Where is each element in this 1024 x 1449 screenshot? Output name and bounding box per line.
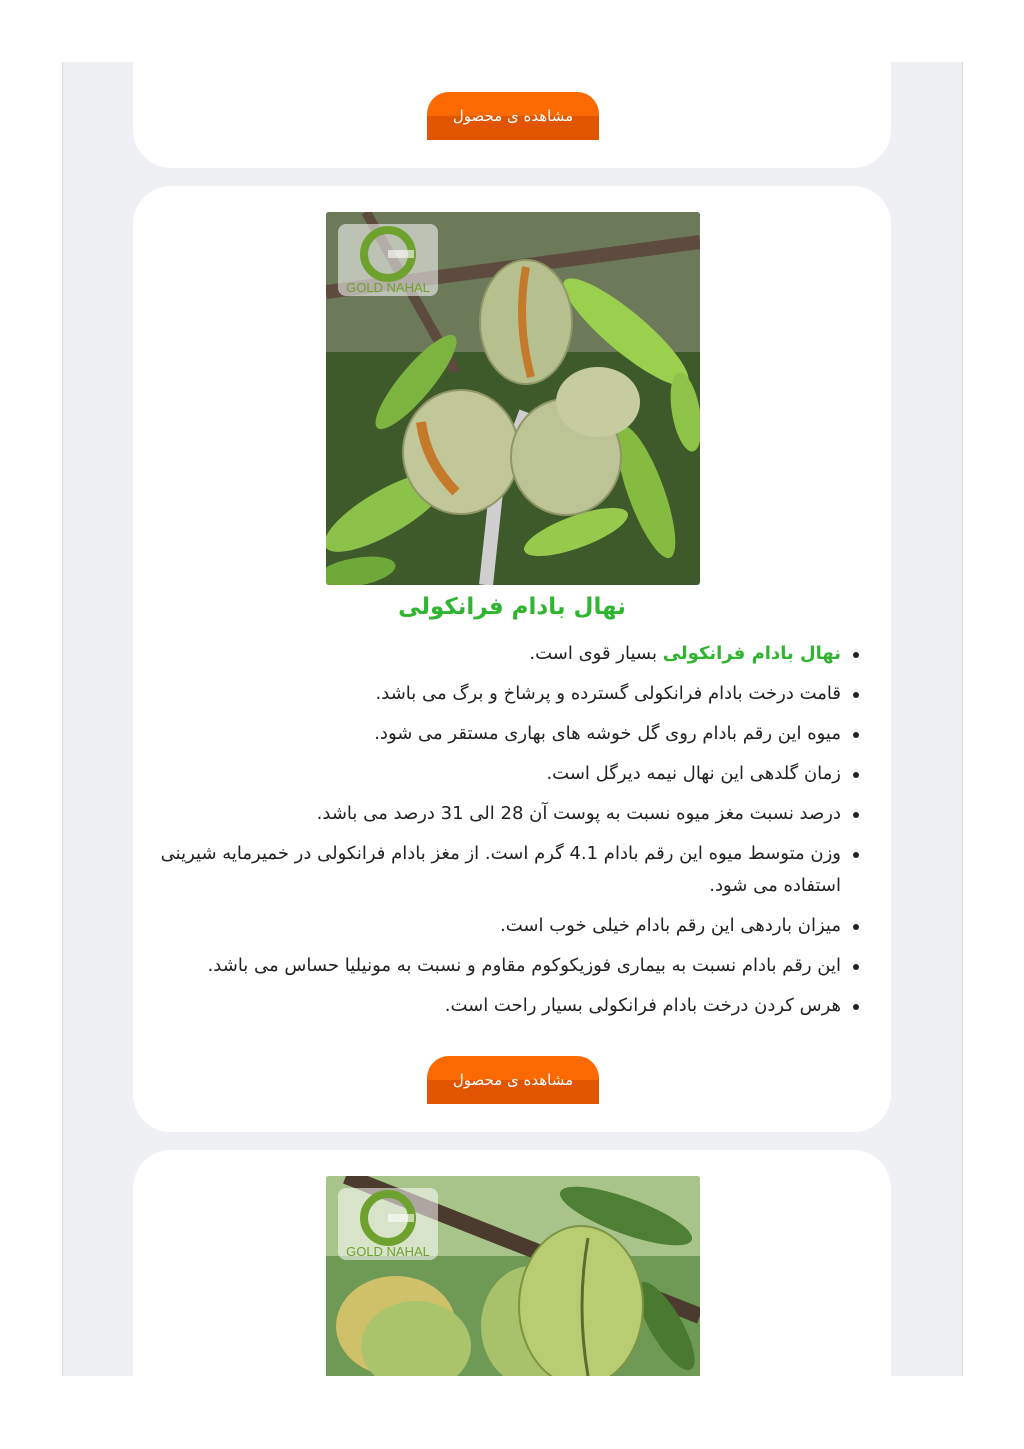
- feature-item: میوه این رقم بادام روی گل خوشه های بهاری مستقر می شود.: [121, 718, 841, 750]
- feature-item: قامت درخت بادام فرانکولی گسترده و پرشاخ و برگ می باشد.: [121, 678, 841, 710]
- feature-item: درصد نسبت مغز میوه نسبت به پوست آن 28 الی 31 درصد می باشد.: [121, 798, 841, 830]
- watermark-logo: GOLD NAHAL: [346, 280, 430, 295]
- feature-item: این رقم بادام نسبت به بیماری فوزیکوکوم مقاوم و نسبت به مونیلیا حساس می باشد.: [121, 950, 841, 982]
- view-product-button[interactable]: مشاهده ی محصول: [427, 92, 599, 140]
- watermark-logo: GOLD NAHAL: [346, 1244, 430, 1259]
- feature-item: میزان باردهی این رقم بادام خیلی خوب است.: [121, 910, 841, 942]
- product-card-frankoli: [133, 186, 891, 1132]
- product-list: [62, 62, 963, 1376]
- feature-item: هرس کردن درخت بادام فرانکولی بسیار راحت است.: [121, 990, 841, 1022]
- product-link[interactable]: نهال بادام فرانکولی: [662, 643, 841, 664]
- product-title[interactable]: نهال بادام فرانکولی: [398, 594, 626, 620]
- feature-item: زمان گلدهی این نهال نیمه دیرگل است.: [121, 758, 841, 790]
- product-features: [121, 638, 863, 1030]
- view-product-button[interactable]: مشاهده ی محصول: [427, 1056, 599, 1104]
- feature-item: نهال بادام فرانکولی بسیار قوی است.: [121, 638, 841, 670]
- feature-item: وزن متوسط میوه این رقم بادام 4.1 گرم است. از مغز بادام فرانکولی در خمیرمایه شیرینی استفاده می شود.: [121, 838, 841, 902]
- product-image[interactable]: [326, 1176, 700, 1376]
- product-image[interactable]: [326, 212, 700, 585]
- product-card-previous: [133, 62, 891, 168]
- product-card-next: [133, 1150, 891, 1376]
